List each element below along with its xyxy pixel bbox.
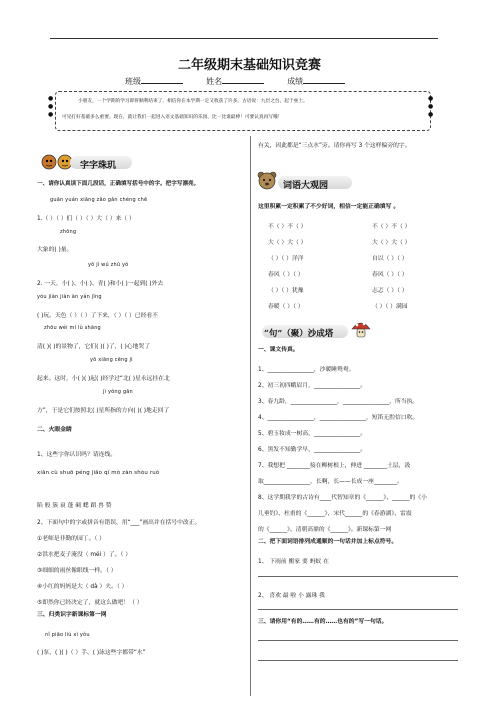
r-s1-title: 一、课文传真。 — [258, 347, 299, 353]
answer-line-4 — [258, 660, 458, 661]
word-right-4: 春风（ ）（ ） — [372, 272, 408, 278]
intro-line-1: 小朋友，一个学期的学习即将顺利结束了，相信你在本学期一定又收获了许多。古语说：九层之台，起于垒土。 — [78, 99, 308, 104]
mushroom-icon — [350, 318, 372, 344]
r-s1-item-8: 8、这学期我学的古诗有____代智知章的《______》、______的《小 — [258, 495, 427, 501]
s2-item-5: ⑤即然你已经决定了，就这么做吧！（ ） — [37, 600, 143, 606]
word-left-2: 大（ ）大（ ） — [268, 240, 307, 246]
word-right-3: 自以（ ）（ ） — [372, 256, 408, 262]
section-title-3: “句”（聚）沙成塔 — [264, 329, 334, 339]
p2-text-2: ( )玩。天色（ ）（ ）了下来，（ ）（ ）已经看不 — [37, 313, 158, 319]
word-left-1: 不（ ）不（ ） — [268, 224, 307, 230]
word-left-5: （ ）（ ）犹豫 — [268, 288, 304, 294]
s2-title: 二、火眼金睛 — [37, 427, 72, 433]
r-s1-item-7: 7、我想把 ________接在柳树根上，伸进 ________土层，汲 — [258, 463, 411, 469]
info-fields — [125, 76, 345, 87]
answer-line-1 — [258, 576, 458, 577]
r-s1-item-5: 5、碧玉妆成一树高，________________。 — [258, 431, 367, 437]
r-s1-item-8b: 儿垂钓》、杜甫的《______》，宋代______的《春游湖》、雷震 — [258, 511, 412, 517]
r-s1-item-7b: 取________________，长啊，长——长成一座________。 — [258, 479, 403, 485]
word-right-5: 忐忑（ ）（ ） — [372, 288, 408, 294]
bear-icon — [256, 170, 278, 194]
s3-title: 三、归类识字新课标第一网 — [37, 612, 107, 618]
word-left-6: 春暖（ ）（ ） — [268, 304, 304, 310]
p2-pinyin-5: jì yǒng gān — [103, 389, 133, 395]
p1-pinyin-2: zhōng — [60, 229, 77, 235]
s2-pinyin: xiān cù shuō péng jiāo qí mò zàn shòu ruò — [37, 470, 160, 476]
section-title-1: 字字珠玑 — [80, 161, 117, 171]
answer-line-3 — [258, 640, 458, 641]
s3-text: ( )泵、( )( )（ ）手、( )泳这些字都带“水” — [37, 650, 146, 656]
score-label: 成绩 — [287, 77, 304, 86]
p1-text-2: 大象的( )量。 — [37, 247, 73, 253]
s2-item-1: ①老师是非勤的园丁。（ ） — [37, 536, 105, 542]
r-s3-title: 三、请你用“有的……有的……也有的”写一句话。 — [258, 619, 388, 625]
p2-pinyin-4: yō xiāng cēng jì — [90, 357, 133, 363]
face-icon — [40, 151, 74, 175]
r-s1-item-4: 4、________________，________________，短笛无腔信口吹。 — [258, 415, 419, 421]
p2-text: 2. 一天，小( )、小( )、青( )和小( )一起到( )外去 — [37, 281, 164, 287]
p1-pinyin: guān yuán xiāng zǎo gǎn chéng chē — [50, 197, 148, 203]
r-s2-item-1: 1、 下雨前 搬家 要 蚂蚁 在 — [258, 559, 329, 565]
answer-line-2 — [258, 609, 458, 610]
word-left-3: （ ）（ ）洋洋 — [268, 256, 304, 262]
top-rule — [50, 38, 438, 39]
r-s1-item-1: 1、________________，沙暖睡鸳鸯。 — [258, 367, 355, 373]
q1-instruction: 一、请你认真读下面几段话，正确填写括号中的字。把字写漂亮。 — [37, 181, 200, 187]
p2-pinyin-3: zhōu wéi mí lù shāng — [44, 325, 101, 331]
intro-line-2: 可见打好基础多么重要。现在，就让我们一起进入语文基础知识的乐园，比一比谁最棒！可要认真再写哦！ — [62, 115, 283, 120]
s2-q2: 2、下面句中的字或拼音有错误，用“___”画出并在括号中改正。 — [37, 520, 201, 526]
page-title: 二年级期末基础知识竞赛 — [177, 58, 321, 73]
p2-text-5: 方”，于是它们按照北( )星所指的方向( )( )地走回了 — [37, 408, 170, 414]
section-title-2: 词语大观园 — [283, 181, 329, 191]
s2-item-3: ③细细的雨丝像眼线一样。（ ） — [37, 568, 117, 574]
class-field[interactable] — [141, 83, 183, 84]
p2-text-4: 起来。这时，小( )( )起( )经学过“北( )星永远挂在北 — [37, 376, 170, 382]
r-s1-item-6: 6、黑发不知勤学早，________________。 — [258, 447, 367, 453]
word-right-1: 不（ ）不（ ） — [372, 224, 411, 230]
s2-chars: 陷 般 簇 衰 蓬 碉 蟋 蹈 兽 赞 — [37, 503, 112, 509]
r-s1-item-3: 3、春九龄，________________，________________，所当执。 — [258, 399, 419, 405]
intro-box — [55, 91, 434, 131]
word-left-4: 春风（ ）（ ） — [268, 272, 304, 278]
name-field[interactable] — [222, 83, 264, 84]
intro-dots-right: ● ● ● — [428, 95, 434, 118]
name-label: 姓名 — [206, 77, 223, 86]
p1-text: 1.（ ）（ ）们（ ）（ ）大（ ）来（ ） — [37, 216, 135, 222]
column-divider — [250, 136, 251, 696]
r-s1-item-8c: 的《______》、清朝高鼎的《______》。新课标第一网 — [258, 527, 392, 533]
r-s2-title: 二、把下面词语排列成通顺的一句话并加上标点符号。 — [258, 539, 398, 545]
r-s1-item-2: 2、初三初四蛾眉月，________________。 — [258, 383, 367, 389]
s2-item-2: ②洪水把麦子淹没（ méi ）了。（ ） — [37, 552, 132, 558]
s2-q1: 1、这些字你认识吗？请连线。 — [37, 452, 117, 458]
class-label: 班级 — [125, 77, 141, 86]
word-right-6: （ ）（ ）满园 — [372, 304, 408, 310]
right-top-text: 有关，因此都是“三点水”旁。请你再写 3 个这样偏旁的字。 — [258, 143, 411, 149]
intro-dots-left: ● ● ● — [48, 95, 54, 118]
s2-item-4: ④小红的妈妈是大（ dà ）夫。（ ） — [37, 584, 128, 590]
word-right-2: 大（ ）大（ ） — [372, 240, 411, 246]
words-instruction: 这里积累一定积累了不少好词，相信一定能正确填写 。 — [258, 204, 400, 210]
s3-pinyin: nǐ piāo liú xì yǒu — [45, 632, 90, 638]
score-field[interactable] — [303, 83, 345, 84]
p2-text-3: 清( )( )的景物了，它们( )( )了，( )心地哭了 — [37, 344, 150, 350]
p2-pinyin: yō jì wú zhū yǒ — [88, 262, 129, 268]
p2-pinyin-2: yóu jiàn jiàn àn yán jǐng — [37, 294, 102, 300]
r-s2-item-2: 2、 喜欢 最 啦 小 露珠 我 — [258, 593, 325, 599]
